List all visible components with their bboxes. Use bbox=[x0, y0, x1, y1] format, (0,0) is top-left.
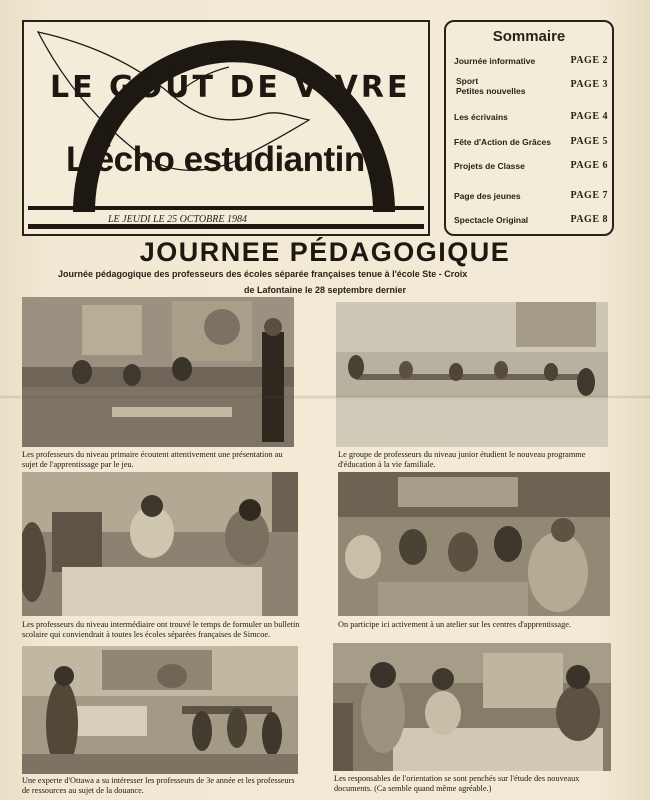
toc-item-page: PAGE 8 bbox=[570, 214, 608, 225]
toc-item-page: PAGE 7 bbox=[570, 190, 608, 201]
photo-caption: Une experte d'Ottawa a su intéresser les professeurs de 3e année et les professeurs de ressources au sujet de la douance. bbox=[22, 776, 295, 795]
table-of-contents bbox=[444, 20, 614, 236]
article-subtitle-continued: de Lafontaine le 28 septembre dernier bbox=[243, 285, 407, 295]
masthead bbox=[22, 20, 430, 236]
toc-item-page: PAGE 6 bbox=[570, 160, 608, 171]
photo-junior-teachers bbox=[336, 302, 608, 447]
page-fold bbox=[0, 395, 650, 399]
toc-item-page: PAGE 5 bbox=[570, 136, 608, 147]
masthead-subtitle: L'écho estudiantin bbox=[66, 140, 365, 179]
toc-item-label: Page des jeunes bbox=[454, 191, 521, 201]
toc-item-label: Les écrivains bbox=[454, 112, 508, 122]
photo-guidance-counsellors bbox=[333, 643, 611, 771]
article-subtitle: Journée pédagogique des professeurs des écoles séparée françaises tenue à l'école Ste - Croix bbox=[58, 269, 468, 279]
masthead-dove-emblem bbox=[24, 22, 428, 234]
toc-item-page: PAGE 3 bbox=[570, 79, 608, 90]
photo-caption: Les responsables de l'orientation se sont penchés sur l'étude des nouveaux documents. (Ca semble quand même agréable.) bbox=[334, 774, 580, 793]
photo-caption: On participe ici activement à un atelier sur les centres d'apprentissage. bbox=[338, 620, 572, 629]
photo-ottawa-expert bbox=[22, 646, 298, 774]
toc-item-label: Projets de Classe bbox=[454, 161, 525, 171]
toc-item-page: PAGE 4 bbox=[570, 111, 608, 122]
toc-item-label: Spectacle Original bbox=[454, 215, 529, 225]
photo-learning-centres-workshop bbox=[338, 472, 610, 616]
toc-heading: Sommaire bbox=[492, 28, 566, 45]
masthead-title: LE GOÛT DE VIVRE bbox=[50, 70, 411, 105]
toc-item-label: Fête d'Action de Grâces bbox=[454, 137, 551, 147]
photo-caption: Le groupe de professeurs du niveau junior étudient le nouveau programme d'éducation à la vie familiale. bbox=[338, 450, 586, 469]
issue-date: LE JEUDI LE 25 OCTOBRE 1984 bbox=[108, 214, 247, 225]
photo-primary-teachers bbox=[22, 297, 294, 447]
photo-caption: Les professeurs du niveau primaire écoutent attentivement une présentation au sujet de l'apprentissage par le jeu. bbox=[22, 450, 283, 469]
toc-item[interactable] bbox=[454, 76, 610, 98]
photo-caption: Les professeurs du niveau intermédiaire ont trouvé le temps de formuler un bulletin scolaire qui conviendrait à toutes les écoles séparées françaises de Simcoe. bbox=[22, 620, 300, 639]
toc-item-label: Sport Petites nouvelles bbox=[456, 76, 526, 96]
toc-item-label: Journée informative bbox=[454, 56, 536, 66]
toc-item-page: PAGE 2 bbox=[570, 55, 608, 66]
photo-intermediate-teachers bbox=[22, 472, 298, 616]
article-headline: JOURNEE PÉDAGOGIQUE bbox=[139, 237, 511, 267]
